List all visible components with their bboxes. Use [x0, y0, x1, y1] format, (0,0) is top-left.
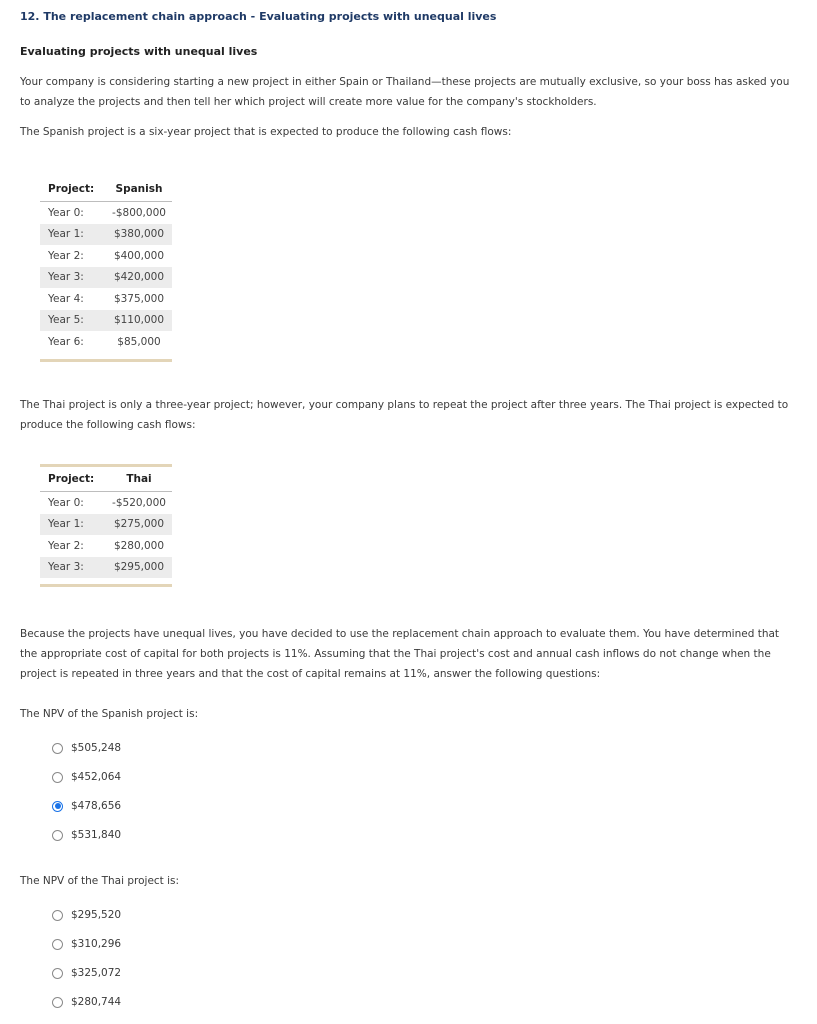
- q1-option-1[interactable]: [52, 741, 121, 755]
- table-row: [40, 288, 172, 310]
- cash-flow-value: $420,000: [113, 271, 165, 284]
- cash-flow-value: $400,000: [113, 249, 165, 262]
- year-label: Year 3:: [48, 561, 84, 574]
- q2-option-1[interactable]: [52, 908, 121, 922]
- option-label: $325,072: [71, 967, 122, 979]
- table-bottom-rule: [40, 359, 172, 362]
- table-row: [40, 492, 172, 514]
- page-title: 12. The replacement chain approach - Evaluating projects with unequal lives: [20, 10, 497, 23]
- year-label: Year 4:: [48, 292, 84, 305]
- table-row: [40, 202, 172, 224]
- radio-button-selected[interactable]: [52, 801, 63, 812]
- cash-flow-value: $380,000: [113, 228, 165, 241]
- year-label: Year 3:: [48, 271, 84, 284]
- radio-button[interactable]: [52, 910, 63, 921]
- thai-column-header: Thai: [126, 473, 152, 485]
- table-row: [40, 514, 172, 536]
- year-label: Year 0:: [48, 496, 84, 509]
- year-label: Year 6:: [48, 335, 84, 348]
- cash-flow-value: $110,000: [113, 314, 165, 327]
- table-row: [40, 331, 172, 353]
- radio-button[interactable]: [52, 772, 63, 783]
- table-header-row: [40, 467, 172, 492]
- year-label: Year 2:: [48, 249, 84, 262]
- table-row: [40, 310, 172, 332]
- year-label: Year 5:: [48, 314, 84, 327]
- cash-flow-value: $375,000: [113, 292, 165, 305]
- cash-flow-value: $280,000: [113, 539, 165, 552]
- table-bottom-rule: [40, 584, 172, 587]
- spanish-column-header: Spanish: [115, 183, 163, 195]
- year-label: Year 1:: [48, 518, 84, 531]
- option-label: $310,296: [71, 938, 122, 950]
- year-label: Year 1:: [48, 228, 84, 241]
- table-row: [40, 245, 172, 267]
- table-header-row: [40, 177, 172, 202]
- option-label: $280,744: [71, 996, 122, 1008]
- option-label: $452,064: [71, 771, 122, 783]
- radio-button[interactable]: [52, 939, 63, 950]
- radio-button[interactable]: [52, 997, 63, 1008]
- option-label: $531,840: [71, 829, 122, 841]
- table-row: [40, 224, 172, 246]
- option-label: $505,248: [71, 742, 122, 754]
- table-row: [40, 267, 172, 289]
- cash-flow-value: -$800,000: [112, 206, 166, 219]
- q1-prompt: The NPV of the Spanish project is:: [20, 708, 199, 720]
- q1-option-3[interactable]: [52, 799, 121, 813]
- cash-flow-value: $275,000: [113, 518, 165, 531]
- option-label: $478,656: [71, 800, 122, 812]
- project-column-header: Project:: [48, 473, 95, 485]
- q1-option-4[interactable]: [52, 828, 121, 842]
- radio-button[interactable]: [52, 968, 63, 979]
- option-label: $295,520: [71, 909, 122, 921]
- radio-button[interactable]: [52, 830, 63, 841]
- method-paragraph: Because the projects have unequal lives, you have decided to use the replacement chain approach to evaluate them. You have determined that the appropriate cost of capital for both projects is 11%. Assuming that the Thai project's cost and annual cash inflows do not change when the project is repeated in three years and that the cost of capital remains at 11%, answer the following questions:: [20, 628, 780, 680]
- spanish-cash-flow-table: [40, 177, 172, 362]
- q2-option-2[interactable]: [52, 937, 121, 951]
- year-label: Year 2:: [48, 539, 84, 552]
- thai-cash-flow-table: [40, 464, 172, 587]
- cash-flow-value: -$520,000: [112, 496, 166, 509]
- project-column-header: Project:: [48, 183, 95, 195]
- q2-prompt: The NPV of the Thai project is:: [20, 875, 180, 887]
- q2-option-4[interactable]: [52, 995, 121, 1009]
- q1-option-2[interactable]: [52, 770, 121, 784]
- year-label: Year 0:: [48, 206, 84, 219]
- radio-button[interactable]: [52, 743, 63, 754]
- intro-paragraph: Your company is considering starting a new project in either Spain or Thailand—these projects are mutually exclusive, so your boss has asked you to analyze the projects and then tell her which project will create more value for the company's stockholders.: [20, 76, 790, 108]
- cash-flow-value: $295,000: [113, 561, 165, 574]
- thai-intro-paragraph: The Thai project is only a three-year project; however, your company plans to repeat the project after three years. The Thai project is expected to produce the following cash flows:: [20, 399, 789, 431]
- section-heading: Evaluating projects with unequal lives: [20, 45, 258, 58]
- table-row: [40, 557, 172, 579]
- spanish-intro-paragraph: The Spanish project is a six-year project that is expected to produce the following cash flows:: [20, 126, 512, 138]
- cash-flow-value: $85,000: [117, 335, 161, 348]
- q2-option-3[interactable]: [52, 966, 121, 980]
- table-row: [40, 535, 172, 557]
